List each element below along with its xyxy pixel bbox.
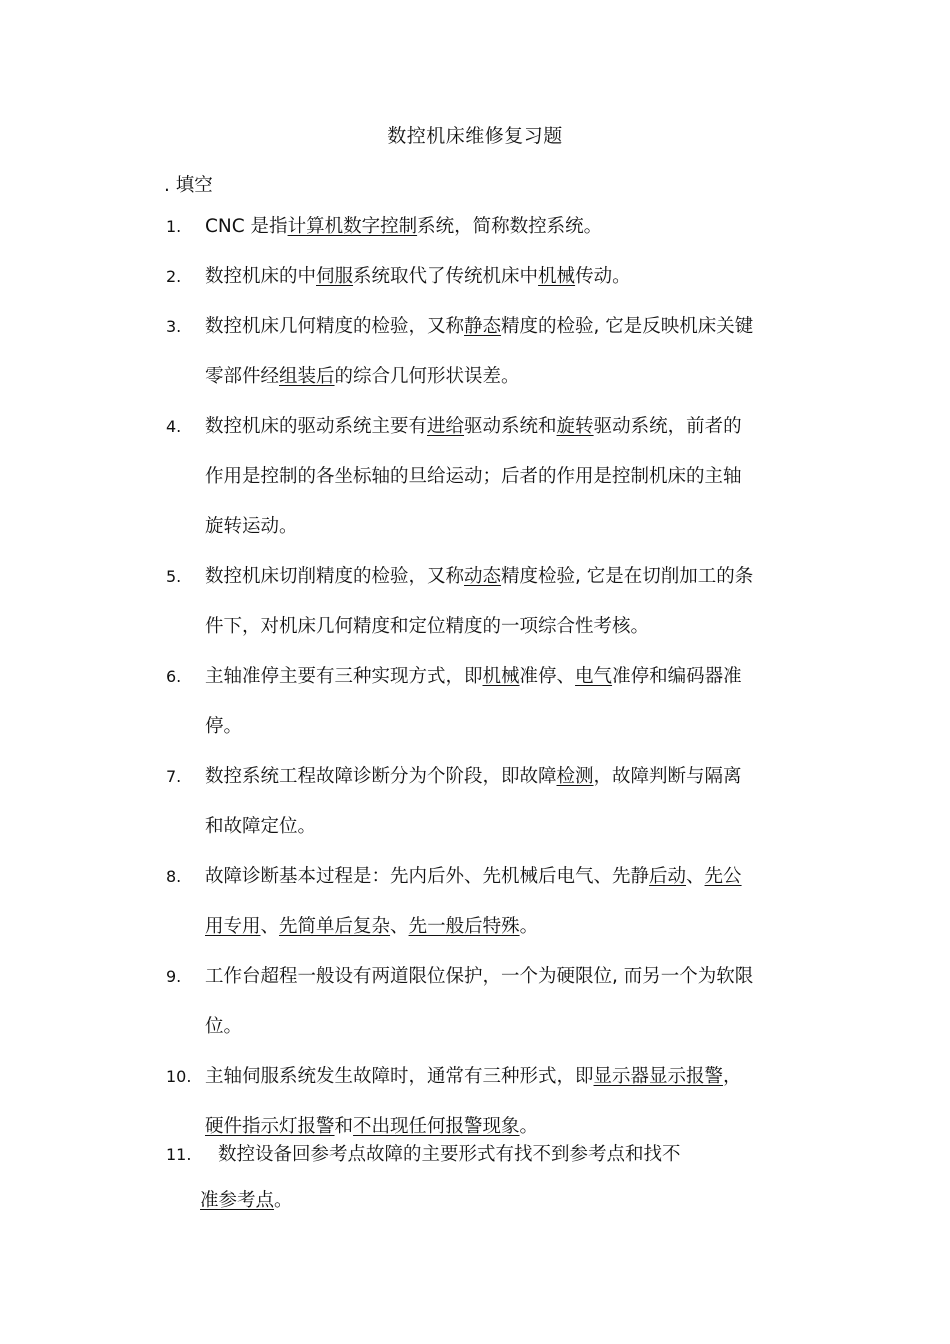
answer-blank: 显示器显示报警 [593,1066,724,1087]
answer-blank: 计算机数字控制 [287,216,418,237]
question-text-line [205,565,805,589]
answer-blank: 机械 [538,266,576,287]
text-segment: 和故障定位。 [205,816,317,837]
answer-blank: 电气 [575,666,613,687]
question-text-line [205,1065,805,1089]
text-segment: 系统取代了传统机床中 [353,266,539,287]
text-segment: 。 [274,1190,293,1211]
question-number: 6. [166,667,182,686]
question-text-line [205,265,805,289]
answer-blank: 先简单后复杂 [279,916,391,937]
answer-blank: 后动 [649,866,687,887]
document-title: 数控机床维修复习题 [387,125,563,147]
question-text-line [200,1189,800,1213]
text-segment: 故障诊断基本过程是：先内后外、先机械后电气、先静 [205,866,650,887]
question-number: 5. [166,567,182,586]
text-segment: 数控机床的驱动系统主要有 [205,416,428,437]
answer-blank: 用专用 [205,916,261,937]
question-text-line [205,815,805,839]
text-segment: 。 [519,1116,539,1137]
text-segment: 精度检验, 它是在切削加工的条 [501,566,754,587]
text-segment: CNC 是指 [205,216,288,237]
answer-blank: 伺服 [316,266,354,287]
question-text-line [205,615,805,639]
question-number: 1. [166,217,182,236]
text-segment: 位。 [205,1016,243,1037]
answer-blank: 先一般后特殊 [408,916,520,937]
question-text-line [205,665,805,689]
question-text-line [205,965,805,989]
text-segment: 数控设备回参考点故障的主要形式有找不到参考点和找不 [218,1144,681,1165]
text-segment: 准停和编码器准 [612,666,742,687]
text-segment: 数控机床的中 [205,266,317,287]
question-number: 10. [166,1067,192,1086]
question-text-line [205,415,805,439]
question-text-line [205,315,805,339]
question-text-line [205,215,805,239]
answer-blank: 动态 [464,566,502,587]
text-segment: 作用是控制的各坐标轴的旦给运动；后者的作用是控制机床的主轴 [205,466,742,487]
text-segment: 的综合几何形状误差。 [334,366,520,387]
text-segment: 主轴准停主要有三种实现方式，即 [205,666,483,687]
question-text-line [205,1115,805,1139]
question-text-line [205,865,805,889]
text-segment: 精度的检验, 它是反映机床关键 [501,316,754,337]
text-segment: 数控机床几何精度的检验，又称 [205,316,465,337]
answer-blank: 先公 [704,866,742,887]
question-number: 11. [166,1145,192,1164]
question-text-line [205,515,805,539]
question-text-line [205,465,805,489]
question-text-line [205,765,805,789]
text-segment: ， [723,1066,742,1087]
answer-blank: 进给 [427,416,465,437]
answer-blank: 硬件指示灯报警 [205,1116,335,1137]
question-number: 9. [166,967,182,986]
question-number: 8. [166,867,182,886]
text-segment: 数控机床切削精度的检验，又称 [205,566,465,587]
answer-blank: 准参考点 [200,1190,275,1211]
question-text-line [205,1015,805,1039]
text-segment: 旋转运动。 [205,516,298,537]
answer-blank: 旋转 [556,416,594,437]
text-segment: 驱动系统和 [464,416,557,437]
text-segment: 驱动系统，前者的 [593,416,742,437]
answer-blank: 机械 [482,666,520,687]
question-text-line [218,1143,818,1167]
text-segment: 主轴伺服系统发生故障时，通常有三种形式，即 [205,1066,594,1087]
answer-blank: 不出现任何报警现象 [353,1116,520,1137]
answer-blank: 组装后 [279,366,335,387]
question-text-line [205,915,805,939]
text-segment: 零部件经 [205,366,280,387]
text-segment: 、 [686,866,705,887]
text-segment: ，故障判断与隔离 [593,766,742,787]
answer-blank: 检测 [556,766,594,787]
text-segment: 件下，对机床几何精度和定位精度的一项综合性考核。 [205,616,650,637]
question-number: 2. [166,267,182,286]
question-number: 7. [166,767,182,786]
text-segment: 停。 [205,716,243,737]
text-segment: 和 [334,1116,354,1137]
question-number: 3. [166,317,182,336]
question-number: 4. [166,417,182,436]
text-segment: 准停、 [519,666,576,687]
text-segment: 、 [390,916,409,937]
text-segment: 工作台超程一般设有两道限位保护，一个为硬限位, 而另一个为软限 [205,966,754,987]
answer-blank: 静态 [464,316,502,337]
text-segment: 、 [260,916,280,937]
text-segment: 数控系统工程故障诊断分为个阶段，即故障 [205,766,557,787]
question-text-line [205,365,805,389]
text-segment: 传动。 [575,266,631,287]
question-text-line [205,715,805,739]
text-segment: 系统，简称数控系统。 [417,216,603,237]
text-segment: 。 [519,916,539,937]
section-heading: . 填空 [164,175,213,196]
